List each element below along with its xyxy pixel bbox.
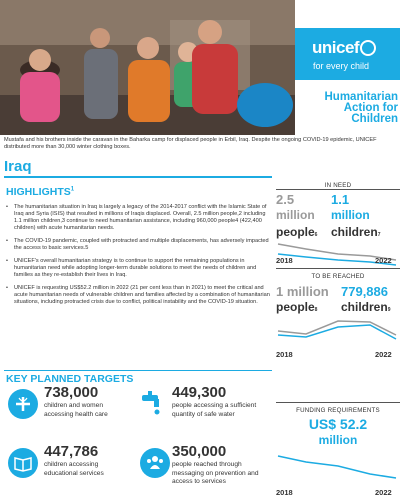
reach-children-label-text: children [341, 300, 388, 314]
photo-caption: Mustafa and his brothers inside the caravan in the Baharka camp for displaced people in Erbil, Iraq. Despite the ongoing COVID-19 epidemic, UNICEF distributed more than 30,000 winter clothing boxes. [4, 137, 377, 150]
in-need-people-label [276, 225, 317, 239]
water-tap-icon [140, 389, 166, 419]
to-be-reached-heading: TO BE REACHED [311, 273, 365, 280]
target-value: 449,300 [172, 384, 227, 401]
report-title [298, 92, 398, 125]
report-title-line-3: Children [351, 113, 398, 125]
in-need-year-end: 2022 [375, 256, 392, 265]
unicef-tagline: for every child [313, 61, 370, 71]
reach-children-value: 779,886 [341, 284, 388, 299]
target-value: 350,000 [172, 443, 227, 460]
in-need-year-start: 2018 [276, 256, 293, 265]
country-divider [4, 176, 272, 178]
target-value: 447,786 [44, 443, 99, 460]
reach-people-value: 1 million [276, 284, 329, 299]
target-value: 738,000 [44, 384, 99, 401]
in-need-children-label-text: children [331, 225, 378, 239]
unicef-logo-wordmark: unicef [312, 38, 360, 57]
highlight-bullet: • The COVID-19 pandemic, coupled with protracted and multiple displacements, has adversely impacted the access to basic services.5 [6, 238, 270, 252]
reach-year-start: 2018 [276, 350, 293, 359]
target-description: people accessing a sufficient quantity of safe water [172, 402, 257, 418]
in-need-children-label [331, 225, 380, 239]
highlight-bullet: • UNICEF's overall humanitarian strategy is to continue to support the remaining populations in humanitarian need while adopting longer-term durable solutions to meet the needs of children and families as they re-establish their lives in Iraq. [6, 258, 270, 279]
highlights-footnote-mark: 1 [70, 186, 75, 193]
report-title-line-2: Action for [343, 102, 398, 114]
highlights-list [6, 204, 270, 312]
funding-unit: million [318, 433, 358, 447]
reach-year-end: 2022 [375, 350, 392, 359]
funding-trend-graphic [276, 452, 400, 482]
target-description: children and women accessing health care [44, 402, 108, 418]
people-icon [140, 448, 170, 478]
highlights-title: HIGHLIGHTS [6, 186, 71, 198]
target-description: people reached through messaging on prevention and access to services [172, 461, 259, 486]
reach-children-trend [278, 325, 396, 339]
reach-children-label [341, 300, 390, 314]
funding-heading: FUNDING REQUIREMENTS [296, 407, 380, 414]
children-photo-illustration [0, 0, 295, 135]
in-need-people-label-text: people [276, 225, 315, 239]
reach-trend-graphic [276, 315, 400, 343]
reach-people-label [276, 300, 317, 314]
country-title: Iraq [4, 158, 32, 175]
funding-trend-line [278, 456, 396, 478]
in-need-children-unit: million [331, 208, 370, 222]
in-need-people-unit: million [276, 208, 315, 222]
targets-heading: KEY PLANNED TARGETS [6, 373, 134, 385]
book-icon [8, 448, 38, 478]
funding-amount: US$ 52.2 [308, 416, 368, 432]
funding-year-start: 2018 [276, 488, 293, 497]
reach-people-footnote: 8 [314, 307, 318, 313]
reach-people-label-text: people [276, 300, 315, 314]
funding-rule-top [276, 402, 400, 403]
report-title-line-1: Humanitarian [324, 91, 398, 103]
in-need-heading: IN NEED [324, 182, 352, 189]
to-be-reached-rule-top [276, 268, 400, 269]
in-need-people-value: 2.5 [276, 192, 295, 207]
in-need-people-footnote: 6 [314, 232, 318, 238]
target-description: children accessing educational services [44, 461, 104, 477]
in-need-rule [276, 189, 400, 190]
funding-year-end: 2022 [375, 488, 392, 497]
highlights-heading [6, 186, 74, 198]
highlight-bullet: • The humanitarian situation in Iraq is largely a legacy of the 2014-2017 conflict with the Islamic State of Iraq and Syria (ISIS) that resulted in millions of Iraqis displaced. Overall, 2.5 million people,2 including 1.1 million children,3 continue to need humanitarian assistance, including 960,000 people4 (422,400 children) with acute humanitarian needs. [6, 204, 270, 232]
reach-children-footnote: 9 [387, 307, 391, 313]
targets-divider [4, 370, 272, 371]
health-icon [8, 389, 38, 419]
highlight-bullet: • UNICEF is requesting US$52.2 million in 2022 (21 per cent less than in 2021) to meet the critical and acute humanitarian needs of vulnerable children and families affected by a combination of humanitarian situations, including protracted crisis due to conflict, political instability and the COVID-19 situation. [6, 285, 270, 306]
unicef-globe-icon [360, 40, 376, 56]
in-need-children-footnote: 7 [377, 232, 381, 238]
cover-photo [0, 0, 295, 135]
in-need-children-value: 1.1 [331, 192, 350, 207]
